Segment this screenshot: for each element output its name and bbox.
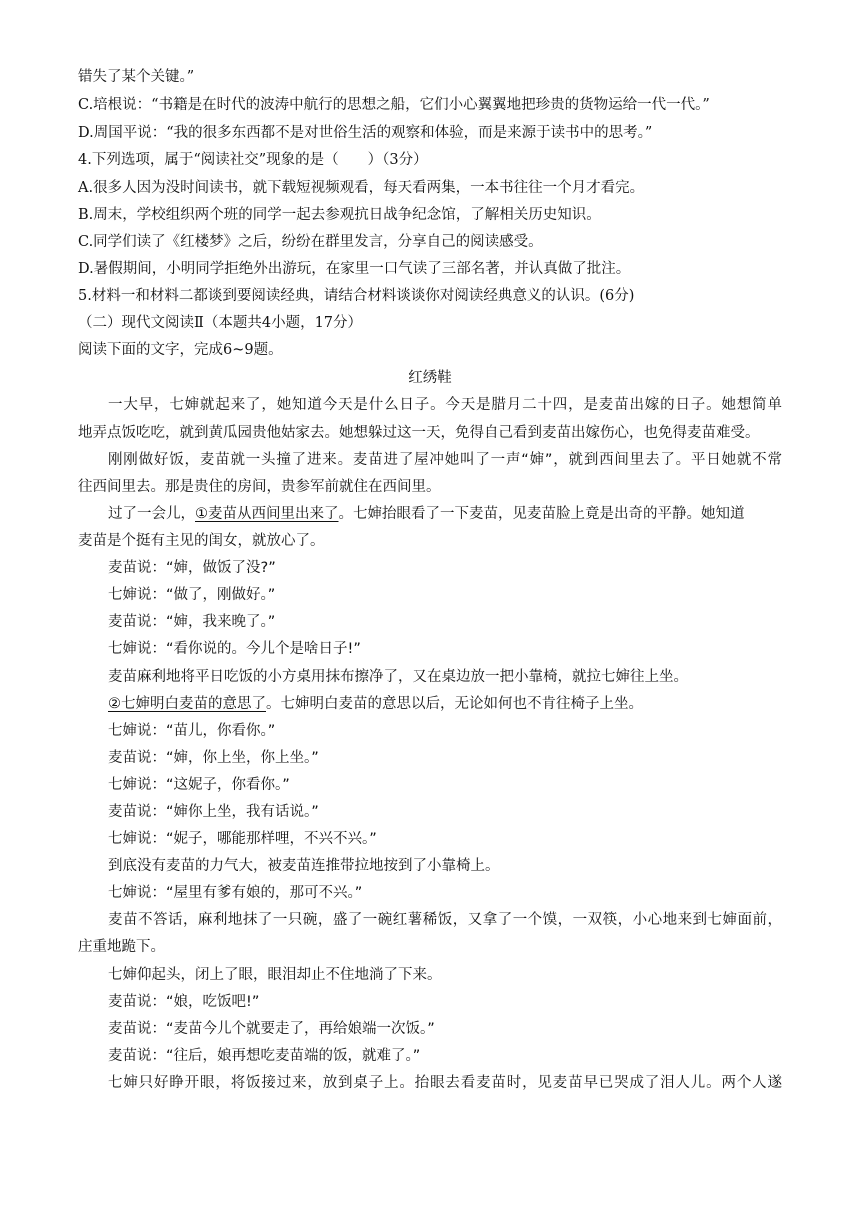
question-4-option-d: D.暑假期间，小明同学拒绝外出游玩，在家里一口气读了三部名著，并认真做了批注。: [78, 261, 631, 277]
underlined-sentence-1: ①麦苗从西间里出来了: [195, 506, 339, 522]
option-d-zhou-guoping: D.周国平说：“我的很多东西都不是对世俗生活的观察和体验，而是来源于读书中的思考。”: [78, 125, 653, 141]
dialogue-line: 麦苗说：“麦苗今儿个就要走了，再给娘端一次饭。”: [108, 1021, 435, 1037]
question-4-option-c: C.同学们读了《红楼梦》之后，纷纷在群里发言，分享自己的阅读感受。: [78, 234, 543, 250]
option-c-bacon: C.培根说：“书籍是在时代的波涛中航行的思想之船，它们小心翼翼地把珍贵的货物运给一代一代。”: [78, 97, 710, 113]
dialogue-line: 麦苗说：“婶你上坐，我有话说。”: [108, 804, 319, 820]
dialogue-line: 麦苗说：“婶，我来晚了。”: [108, 614, 276, 630]
paragraph-4: 麦苗麻利地将平日吃饭的小方桌用抹布擦净了，又在桌边放一把小靠椅，就拉七婶往上坐。: [108, 669, 688, 685]
question-5-stem: 5.材料一和材料二都谈到要阅读经典，请结合材料谈谈你对阅读经典意义的认识。(6分): [78, 288, 635, 304]
paragraph-9-line-1: 七婶只好睁开眼，将饭接过来，放到桌子上。抬眼去看麦苗时，见麦苗早已哭成了泪人儿。两个人遂: [108, 1075, 782, 1091]
section-instruction: 阅读下面的文字，完成6~9题。: [78, 342, 283, 358]
dialogue-line: 七婶说：“妮子，哪能那样哩，不兴不兴。”: [108, 831, 377, 847]
question-4-stem: 4.下列选项，属于“阅读社交”现象的是（ ）（3分）: [78, 152, 428, 168]
paragraph-8: 七婶仰起头，闭上了眼，眼泪却止不住地淌了下来。: [108, 967, 442, 983]
dialogue-line: 七婶说：“屋里有爹有娘的，那可不兴。”: [108, 885, 363, 901]
section-heading: （二）现代文阅读Ⅱ（本题共4小题，17分）: [78, 315, 363, 331]
paragraph-3-rest: 。七婶抬眼看了一下麦苗，见麦苗脸上竟是出奇的平静。她知道: [338, 506, 745, 522]
dialogue-line: 七婶说：“做了，刚做好。”: [108, 587, 276, 603]
question-4-option-a: A.很多人因为没时间读书，就下载短视频观看，每天看两集，一本书往往一个月才看完。: [78, 180, 645, 196]
paragraph-2-line-1: 刚刚做好饭，麦苗就一头撞了进来。麦苗进了屋冲她叫了一声“婶”，就到西间里去了。平日她就不常: [108, 452, 782, 468]
paragraph-1-line-2: 地弄点饭吃吃，就到黄瓜园贵他姑家去。她想躲过这一天，免得自己看到麦苗出嫁伤心，也免得麦苗难受。: [78, 425, 760, 441]
dialogue-line: 麦苗说：“往后，娘再想吃麦苗端的饭，就难了。”: [108, 1048, 421, 1064]
paragraph-1-line-1: 一大早，七婶就起来了，她知道今天是什么日子。今天是腊月二十四，是麦苗出嫁的日子。她想简单: [108, 397, 782, 413]
question-4-option-b: B.周末，学校组织两个班的同学一起去参观抗日战争纪念馆，了解相关历史知识。: [78, 207, 601, 223]
paragraph-7-line-2: 庄重地跪下。: [78, 939, 165, 955]
paragraph-6: 到底没有麦苗的力气大，被麦苗连推带拉地按到了小靠椅上。: [108, 858, 500, 874]
dialogue-line: 七婶说：“这妮子，你看你。”: [108, 777, 290, 793]
dialogue-line: 麦苗说：“婶，做饭了没?”: [108, 560, 276, 576]
paragraph-3-lead: 过了一会儿，: [108, 506, 195, 522]
paragraph-2-line-2: 往西间里去。那是贵住的房间，贵参军前就住在西间里。: [78, 479, 441, 495]
paragraph-7-line-1: 麦苗不答话，麻利地抹了一只碗，盛了一碗红薯稀饭，又拿了一个馍，一双筷，小心地来到七婶面前，: [108, 912, 782, 928]
story-title: 红绣鞋: [408, 370, 452, 386]
paragraph-5: [108, 694, 782, 714]
dialogue-line: 麦苗说：“娘，吃饭吧!”: [108, 994, 260, 1010]
dialogue-line: 七婶说：“苗儿，你看你。”: [108, 723, 276, 739]
dialogue-line: 七婶说：“看你说的。今儿个是啥日子!”: [108, 641, 361, 657]
continued-quote-line: 错失了某个关键。”: [78, 69, 195, 85]
paragraph-5-rest: 。七婶明白麦苗的意思以后，无论如何也不肯往椅子上坐。: [266, 696, 643, 712]
paragraph-3-line-1: [108, 504, 782, 524]
paragraph-3-line-2: 麦苗是个挺有主见的闺女，就放心了。: [78, 533, 325, 549]
dialogue-line: 麦苗说：“婶，你上坐，你上坐。”: [108, 750, 319, 766]
underlined-sentence-2: ②七婶明白麦苗的意思了: [108, 696, 266, 712]
